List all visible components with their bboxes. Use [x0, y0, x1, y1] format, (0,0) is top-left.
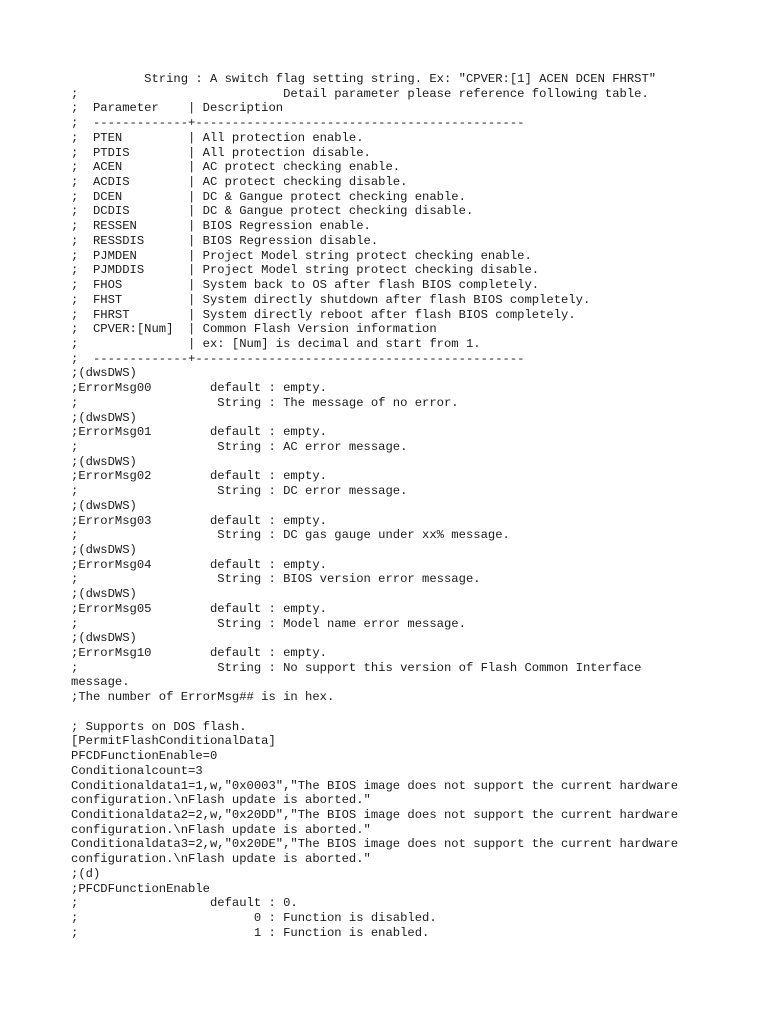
document-line: ;(dwsDWS)	[71, 631, 137, 646]
document-line: ; -------------+---------------------------------------------	[71, 116, 525, 131]
document-line: ; PJMDEN | Project Model string protect checking enable.	[71, 248, 532, 263]
document-line: ; String : Model name error message.	[71, 616, 466, 631]
document-line: configuration.\nFlash update is aborted."	[71, 852, 371, 867]
document-line: ;ErrorMsg05 default : empty.	[71, 601, 327, 616]
document-line: ; PTDIS | All protection disable.	[71, 145, 371, 160]
document-line: ;ErrorMsg01 default : empty.	[71, 425, 327, 440]
document-line: ;(dwsDWS)	[71, 498, 137, 513]
document-line: ; RESSDIS | BIOS Regression disable.	[71, 233, 379, 248]
document-line: Conditionalcount=3	[71, 763, 203, 778]
document-line: ;PFCDFunctionEnable	[71, 881, 210, 896]
document-line: [PermitFlashConditionalData]	[71, 734, 276, 749]
document-line	[71, 705, 761, 720]
document-line: ; String : The message of no error.	[71, 395, 459, 410]
document-line: ; String : AC error message.	[71, 439, 408, 454]
document-line: String : A switch flag setting string. Ex: "CPVER:[1] ACEN DCEN FHRST"	[71, 72, 657, 86]
document-line: ;(dwsDWS)	[71, 454, 137, 469]
document-line: ; FHRST | System directly reboot after flash BIOS completely.	[71, 307, 576, 322]
document-line: ;(dwsDWS)	[71, 410, 137, 425]
document-line: Conditionaldata2=2,w,"0x20DD","The BIOS image does not support the current hardware	[71, 807, 679, 822]
document-line: ;The number of ErrorMsg## is in hex.	[71, 690, 335, 705]
document-line: ; -------------+---------------------------------------------	[71, 351, 525, 366]
document-line: ;(dwsDWS)	[71, 366, 137, 381]
document-line: configuration.\nFlash update is aborted."	[71, 793, 371, 808]
document-line: ; FHOS | System back to OS after flash BIOS completely.	[71, 278, 540, 293]
document-body	[71, 72, 761, 940]
document-line: ; FHST | System directly shutdown after flash BIOS completely.	[71, 292, 591, 307]
document-line: ;(dwsDWS)	[71, 543, 137, 557]
document-line: ; PJMDDIS | Project Model string protect checking disable.	[71, 263, 540, 278]
document-line: ; PTEN | All protection enable.	[71, 130, 364, 145]
document-line: ; DCDIS | DC & Gangue protect checking disable.	[71, 204, 474, 219]
document-line: ;ErrorMsg02 default : empty.	[71, 469, 327, 484]
document-line: ; DCEN | DC & Gangue protect checking enable.	[71, 189, 466, 204]
document-line: ; ACDIS | AC protect checking disable.	[71, 175, 408, 190]
document-line: ;ErrorMsg00 default : empty.	[71, 381, 327, 396]
document-line: ; default : 0.	[71, 896, 298, 911]
document-line: ; CPVER:[Num] | Common Flash Version information	[71, 322, 437, 337]
document-line: ;(dwsDWS)	[71, 587, 137, 602]
document-line: PFCDFunctionEnable=0	[71, 749, 218, 764]
document-line: ; Parameter | Description	[71, 101, 284, 116]
document-line: ;ErrorMsg10 default : empty.	[71, 646, 327, 661]
document-line: ; String : DC gas gauge under xx% message.	[71, 528, 510, 543]
document-line: ; String : No support this version of Flash Common Interface	[71, 660, 642, 675]
document-line: ;ErrorMsg03 default : empty.	[71, 513, 327, 528]
document-line: message.	[71, 675, 130, 690]
document-line: ; 0 : Function is disabled.	[71, 910, 437, 925]
document-line: ; ACEN | AC protect checking enable.	[71, 160, 401, 175]
document-line: ; | ex: [Num] is decimal and start from 1.	[71, 336, 481, 351]
document-line: Conditionaldata1=1,w,"0x0003","The BIOS image does not support the current hardware	[71, 778, 679, 793]
document-line: Conditionaldata3=2,w,"0x20DE","The BIOS image does not support the current hardware	[71, 837, 679, 852]
document-line: ; Detail parameter please reference following table.	[71, 86, 649, 101]
document-line: ;ErrorMsg04 default : empty.	[71, 557, 327, 572]
document-line: ; 1 : Function is enabled.	[71, 925, 430, 940]
document-line: ; String : BIOS version error message.	[71, 572, 481, 587]
document-line: ; Supports on DOS flash.	[71, 719, 247, 734]
document-line: configuration.\nFlash update is aborted."	[71, 822, 371, 837]
document-line: ; String : DC error message.	[71, 484, 408, 499]
document-line: ; RESSEN | BIOS Regression enable.	[71, 219, 371, 234]
document-line: ;(d)	[71, 866, 101, 881]
